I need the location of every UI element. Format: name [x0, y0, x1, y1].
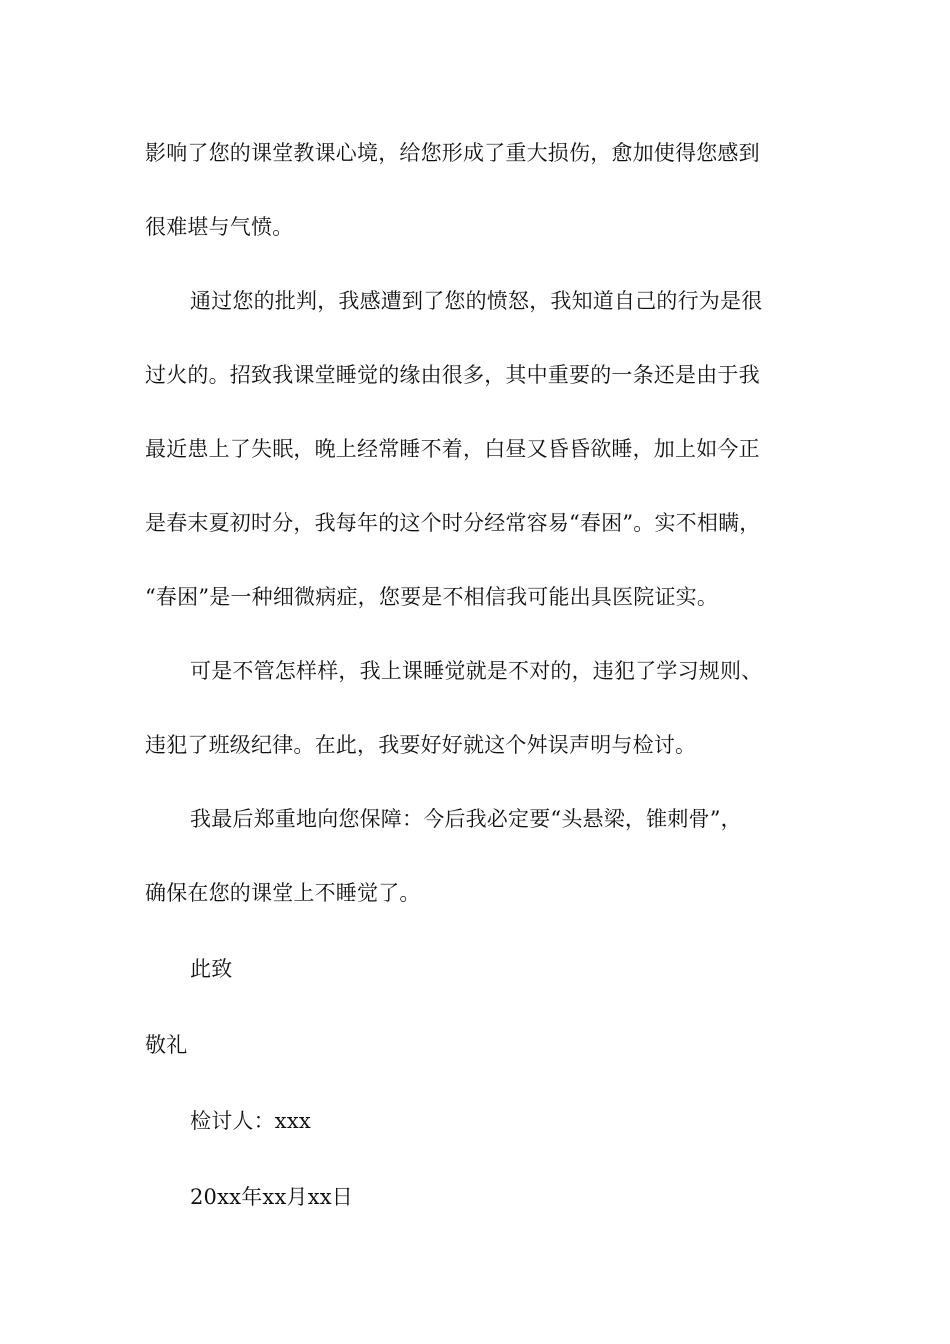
signature-author: 检讨人：xxx	[190, 1109, 311, 1133]
paragraph-line: 可是不管怎样样，我上课睡觉就是不对的，违犯了学习规则、	[190, 659, 763, 683]
signature-date: 20xx年xx月xx日	[190, 1185, 353, 1209]
paragraph-line: 过火的。招致我课堂睡觉的缘由很多，其中重要的一条还是由于我	[145, 363, 760, 387]
closing-salutation: 此致	[190, 957, 233, 981]
paragraph-line: 确保在您的课堂上不睡觉了。	[145, 881, 421, 905]
paragraph-line: 违犯了班级纪律。在此，我要好好就这个舛误声明与检讨。	[145, 733, 697, 757]
paragraph-line: 很难堪与气愤。	[145, 215, 294, 239]
closing-regards: 敬礼	[145, 1033, 188, 1057]
paragraph-line: 我最后郑重地向您保障：今后我必定要“头悬梁，锥刺骨”，	[190, 807, 742, 831]
paragraph-line: 影响了您的课堂教课心境，给您形成了重大损伤，愈加使得您感到	[145, 141, 760, 165]
paragraph-line: 最近患上了失眠，晚上经常睡不着，白昼又昏昏欲睡，加上如今正	[145, 437, 760, 461]
paragraph-line: 是春末夏初时分，我每年的这个时分经常容易“春困”。实不相瞒，	[145, 511, 761, 535]
paragraph-line: 通过您的批判，我感遭到了您的愤怒，我知道自己的行为是很	[190, 289, 763, 313]
paragraph-line: “春困”是一种细微病症，您要是不相信我可能出具医院证实。	[145, 585, 719, 609]
